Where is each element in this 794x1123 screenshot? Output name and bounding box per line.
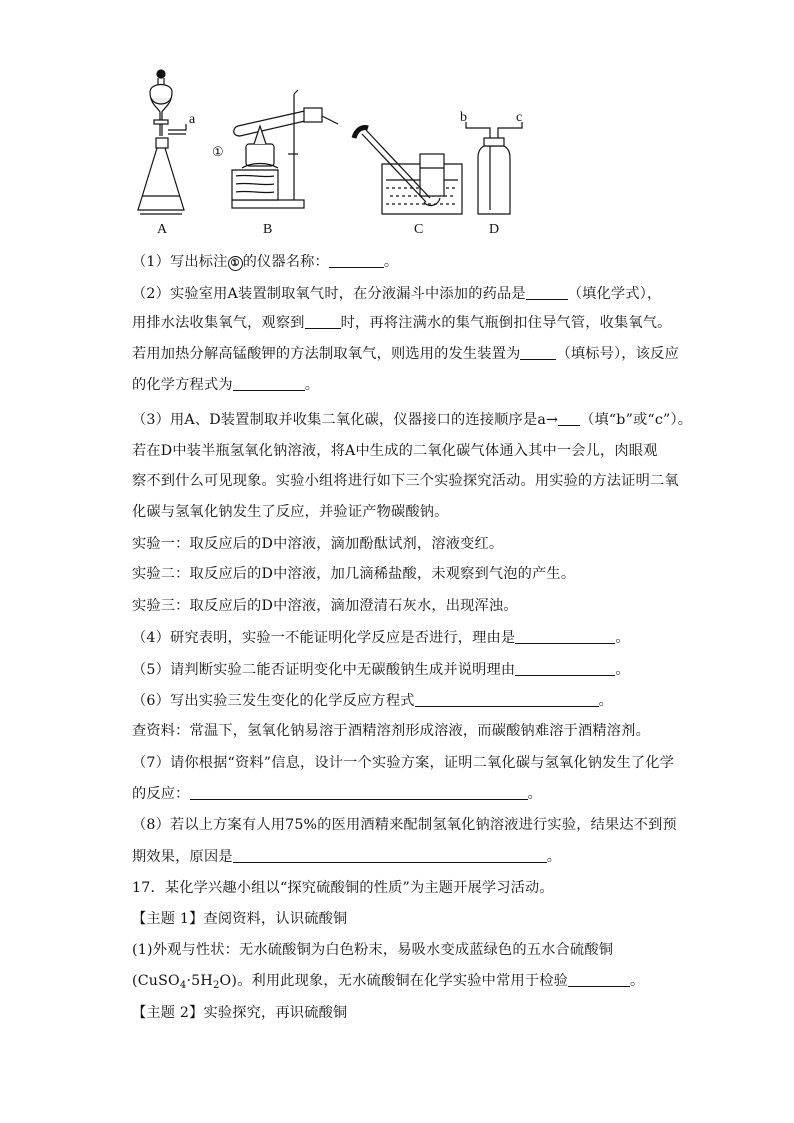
label-circle-1: ① [212, 144, 224, 159]
label-B: B [263, 222, 273, 237]
line-text: 【主题 2】实验探究，再识硫酸铜 [132, 1005, 348, 1021]
line-text-tail: 。 [304, 377, 320, 393]
text-line [132, 847, 561, 867]
label-a: a [189, 112, 196, 127]
answer-blank[interactable] [305, 314, 341, 329]
apparatus-figure [128, 64, 548, 244]
text-line [132, 344, 679, 364]
line-text: （6）写出实验三发生变化的化学反应方程式 [132, 693, 415, 709]
line-text-tail: 。 [615, 662, 630, 678]
text-line [132, 660, 630, 680]
answer-blank[interactable] [415, 692, 599, 707]
text-line [132, 878, 554, 898]
line-text: (CuSO [132, 973, 180, 989]
text-line [132, 313, 672, 333]
line-text: 【主题 1】查阅资料，认识硫酸铜 [132, 911, 348, 927]
line-text-after: O)。利用此现象，无水硫酸铜在化学实验中常用于检验 [219, 973, 569, 989]
line-text: （2）实验室用A装置制取氧气时，在分液漏斗中添加的药品是 [132, 286, 526, 302]
line-text: 查资料：常温下，氢氧化钠易溶于酒精溶剂形成溶液，而碳酸钠难溶于酒精溶剂。 [132, 723, 650, 739]
line-text: 化碳与氢氧化钠发生了反应，并验证产物碳酸钠。 [132, 504, 449, 520]
line-text: 实验一：取反应后的D中溶液，滴加酚酞试剂，溶液变红。 [132, 536, 504, 552]
line-text: 实验二：取反应后的D中溶液，加几滴稀盐酸，未观察到气泡的产生。 [132, 566, 576, 582]
text-line [132, 721, 650, 741]
line-text-tail: 。 [546, 849, 562, 865]
line-text: 17．某化学兴趣小组以“探究硫酸铜的性质”为主题开展学习活动。 [132, 880, 554, 896]
line-text: 的化学方程式为 [132, 377, 233, 393]
line-text: （1）写出标注 [132, 254, 228, 270]
line-text-tail: 。 [383, 254, 399, 270]
label-b: b [460, 110, 467, 125]
line-text: 用排水法收集氧气，观察到 [132, 315, 305, 331]
subscript: 4 [179, 980, 187, 991]
line-text: 期效果，原因是 [132, 849, 233, 865]
text-line [132, 471, 679, 491]
apparatus-a [138, 70, 186, 214]
line-text: （3）用A、D装置制取并收集二氧化碳，仪器接口的连接顺序是a→ [132, 412, 559, 428]
answer-blank[interactable] [233, 376, 305, 391]
line-text-after: 的仪器名称： [242, 254, 329, 270]
answer-blank[interactable] [520, 345, 556, 360]
label-c: c [516, 110, 523, 125]
line-text: 若在D中装半瓶氢氧化钠溶液，将A中生成的二氧化碳气体通入其中一会儿，肉眼观 [132, 443, 658, 459]
text-line [132, 596, 518, 616]
answer-blank[interactable] [190, 785, 528, 800]
text-line [132, 441, 658, 461]
text-line [132, 753, 674, 773]
text-line [132, 564, 575, 584]
answer-blank[interactable] [515, 629, 615, 644]
apparatus-b [232, 90, 338, 208]
text-line [132, 252, 398, 272]
label-A: A [157, 222, 168, 237]
text-line [132, 502, 449, 522]
answer-blank[interactable] [515, 661, 615, 676]
answer-blank[interactable] [568, 972, 630, 987]
line-text-tail: 。 [630, 973, 645, 989]
text-line [132, 375, 319, 395]
line-text-tail: 。 [598, 693, 613, 709]
text-line [132, 909, 347, 929]
label-C: C [414, 222, 424, 237]
label-D: D [489, 222, 500, 237]
line-text: (1)外观与性状：无水硫酸铜为白色粉末，易吸水变成蓝绿色的五水合硫酸铜 [132, 942, 614, 958]
subscript: 2 [212, 980, 220, 991]
text-line [132, 940, 613, 960]
answer-blank[interactable] [329, 253, 384, 268]
line-text: （5）请判断实验二能否证明变化中无碳酸钠生成并说明理由 [132, 662, 516, 678]
text-line [132, 815, 677, 835]
text-line [132, 628, 630, 648]
line-text-tail: （填化学式）， [567, 286, 662, 302]
line-text-tail: 。 [615, 630, 630, 646]
line-text-tail: （填标号），该反应 [556, 346, 679, 362]
line-text: （7）请你根据“资料”信息，设计一个实验方案，证明二氧化碳与氢氧化钠发生了化学 [132, 755, 675, 771]
text-line [132, 691, 613, 711]
line-text: 若用加热分解高锰酸钾的方法制取氧气，则选用的发生装置为 [132, 346, 521, 362]
line-text-after: ·5H [186, 973, 213, 989]
apparatus-c [354, 127, 462, 214]
line-text-tail: 时，再将注满水的集气瓶倒扣住导气管，收集氧气。 [340, 315, 672, 331]
circled-number: ① [228, 256, 243, 271]
apparatus-drawing [128, 64, 548, 244]
line-text: （4）研究表明，实验一不能证明化学反应是否进行，理由是 [132, 630, 516, 646]
text-line [132, 971, 644, 996]
line-text-tail: （填“b”或“c”）。 [580, 412, 693, 428]
line-text: 察不到什么可见现象。实验小组将进行如下三个实验探究活动。用实验的方法证明二氧 [132, 473, 679, 489]
apparatus-d [466, 122, 522, 214]
text-line [132, 534, 503, 554]
line-text: 的反应： [132, 786, 190, 802]
answer-blank[interactable] [233, 848, 547, 863]
text-line [132, 1003, 347, 1023]
text-line [132, 410, 692, 430]
text-line [132, 284, 661, 304]
line-text-tail: 。 [527, 786, 542, 802]
line-text: 实验三：取反应后的D中溶液，滴加澄清石灰水，出现浑浊。 [132, 598, 518, 614]
answer-blank[interactable] [526, 285, 568, 300]
line-text: （8）若以上方案有人用75%的医用酒精来配制氢氧化钠溶液进行实验，结果达不到预 [132, 817, 677, 833]
answer-blank[interactable] [558, 411, 580, 426]
text-line [132, 784, 542, 804]
